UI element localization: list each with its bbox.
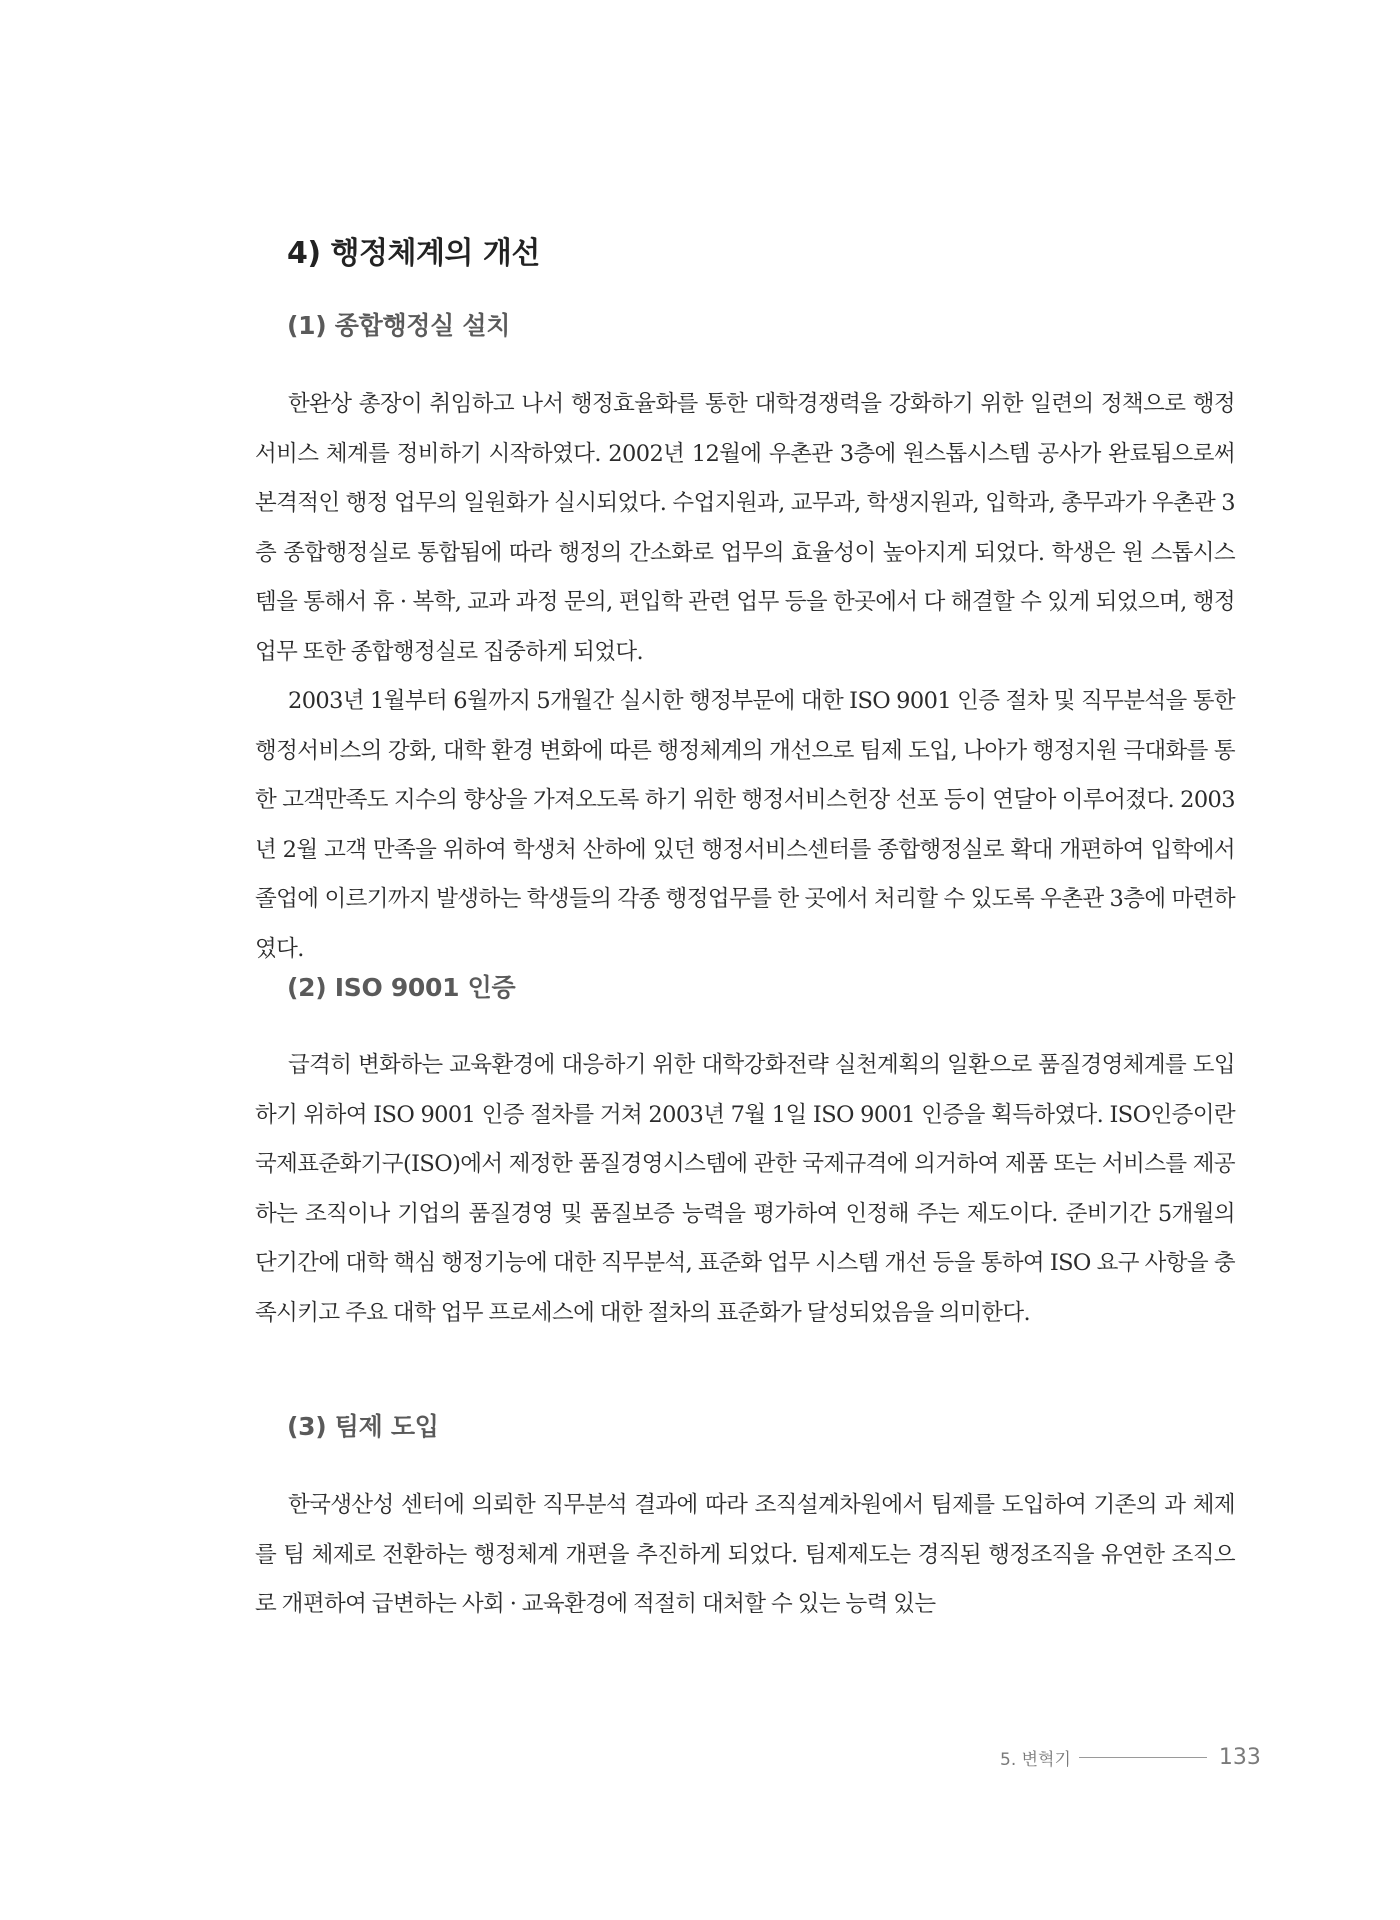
body-paragraph: 한완상 총장이 취임하고 나서 행정효율화를 통한 대학경쟁력을 강화하기 위한 일련의 정책으로 행정서비스 체계를 정비하기 시작하였다. 2002년 12월에 우촌관 3층에 원스톱시스템 공사가 완료됨으로써 본격적인 행정 업무의 일원화가 실시되었다. 수업지원과, 교무과, 학생지원과, 입학과, 총무과가 우촌관 3층 종합행정실로 통합됨에 따라 행정의 간소화로 업무의 효율성이 높아지게 되었다. 학생은 원 스톱시스템을 통해서 휴 · 복학, 교과 과정 문의, 편입학 관련 업무 등을 한곳에서 다 해결할 수 있게 되었으며, 행정업무 또한 종합행정실로 집중하게 되었다.: [255, 391, 1235, 665]
subsection-heading: (1) 종합행정실 설치: [287, 311, 511, 340]
subsection-heading: (2) ISO 9001 인증: [287, 973, 516, 1002]
body-paragraph: 급격히 변화하는 교육환경에 대응하기 위한 대학강화전략 실천계획의 일환으로 품질경영체계를 도입하기 위하여 ISO 9001 인증 절차를 거쳐 2003년 7월 1일 ISO 9001 인증을 획득하였다. ISO인증이란 국제표준화기구(ISO)에서 제정한 품질경영시스템에 관한 국제규격에 의거하여 제품 또는 서비스를 제공하는 조직이나 기업의 품질경영 및 품질보증 능력을 평가하여 인정해 주는 제도이다. 준비기간 5개월의 단기간에 대학 핵심 행정기능에 대한 직무분석, 표준화 업무 시스템 개선 등을 통하여 ISO 요구 사항을 충족시키고 주요 대학 업무 프로세스에 대한 절차의 표준화가 달성되었음을 의미한다.: [255, 1052, 1235, 1326]
footer-divider: [1079, 1757, 1207, 1758]
footer-chapter-label: 5. 변혁기: [1000, 1749, 1071, 1770]
subsection-heading: (3) 팀제 도입: [287, 1412, 439, 1441]
subsection-1: [255, 306, 1235, 974]
page-footer: [1000, 1737, 1290, 1777]
subsection-2: [255, 968, 1235, 1338]
section-title: 4) 행정체계의 개선: [287, 236, 540, 271]
subsection-3: [255, 1407, 1235, 1630]
page-number: 133: [1218, 1744, 1261, 1770]
body-paragraph: 2003년 1월부터 6월까지 5개월간 실시한 행정부문에 대한 ISO 9001 인증 절차 및 직무분석을 통한 행정서비스의 강화, 대학 환경 변화에 따른 행정체계의 개선으로 팀제 도입, 나아가 행정지원 극대화를 통한 고객만족도 지수의 향상을 가져오도록 하기 위한 행정서비스헌장 선포 등이 연달아 이루어졌다. 2003년 2월 고객 만족을 위하여 학생처 산하에 있던 행정서비스센터를 종합행정실로 확대 개편하여 입학에서 졸업에 이르기까지 발생하는 학생들의 각종 행정업무를 한 곳에서 처리할 수 있도록 우촌관 3층에 마련하였다.: [255, 688, 1235, 962]
body-paragraph: 한국생산성 센터에 의뢰한 직무분석 결과에 따라 조직설계차원에서 팀제를 도입하여 기존의 과 체제를 팀 체제로 전환하는 행정체계 개편을 추진하게 되었다. 팀제제도는 경직된 행정조직을 유연한 조직으로 개편하여 급변하는 사회 · 교육환경에 적절히 대처할 수 있는 능력 있는: [255, 1492, 1235, 1617]
